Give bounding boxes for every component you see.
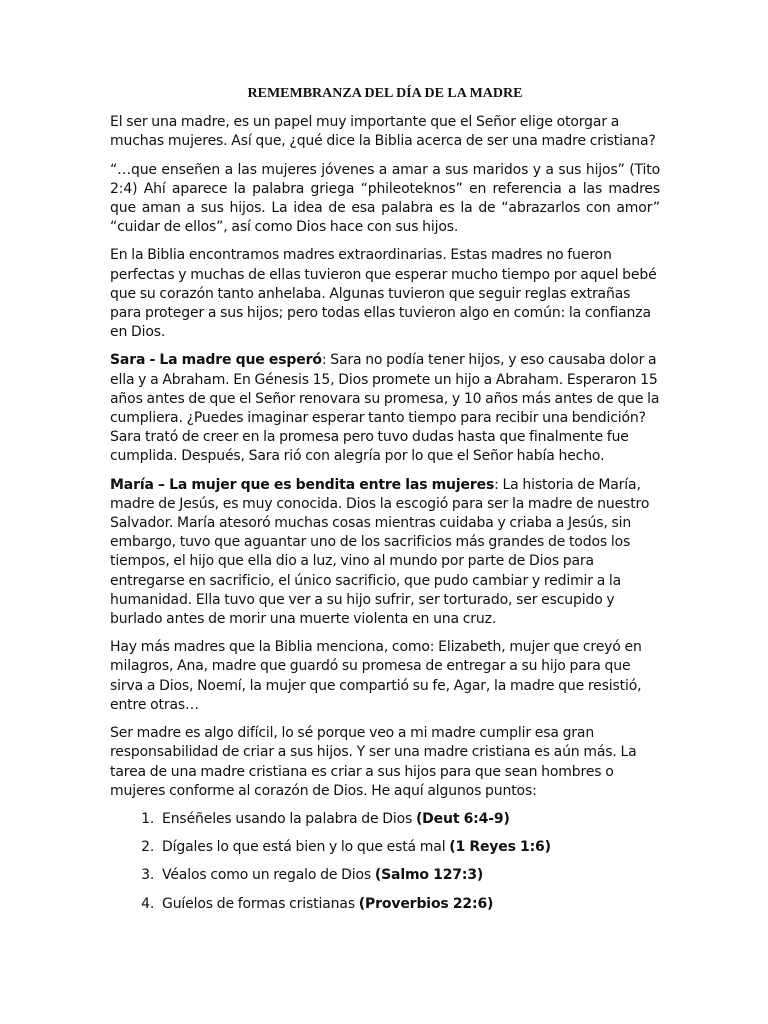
quote-paragraph: “…que enseñen a las mujeres jóvenes a amar a sus maridos y a sus hijos” (Tito 2:4) Ahí aparece la palabra griega “phileoteknos” en referencia a las madres que aman a sus hijos. La idea de esa palabra es la de “abrazarlos con amor” “cuidar de ellos”, así como Dios hace con sus hijos. (110, 161, 660, 236)
document-page (110, 84, 660, 923)
sara-paragraph (110, 351, 660, 466)
list-item (158, 838, 660, 857)
point-text: Dígales lo que está bien y lo que está mal (162, 839, 450, 856)
maria-heading: María – La mujer que es bendita entre las mujeres (110, 476, 495, 493)
bible-reference: (1 Reyes 1:6) (449, 839, 551, 856)
document-title: REMEMBRANZA DEL DÍA DE LA MADRE (247, 86, 523, 101)
points-list (110, 810, 660, 914)
point-text: Guíelos de formas cristianas (162, 895, 359, 912)
maria-paragraph (110, 476, 660, 630)
bible-reference: (Proverbios 22:6) (358, 895, 494, 912)
maria-text: : La historia de María, madre de Jesús, es muy conocida. Dios la escogió para ser la madre de nuestro Salvador. María atesoró muchas cosas mientras cuidaba y criaba a Jesús, sin embargo, tuvo que aguantar uno de los sacrificios más grandes de todos los tiempos, el hijo que ella dio a luz, vino al mundo por parte de Dios para entregarse en sacrificio, el único sacrificio, que pudo cambiar y redimir a la humanidad. Ella tuvo que ver a su hijo sufrir, ser torturado, ser escupido y burlado antes de morir una muerte violenta en una cruz. (110, 476, 650, 628)
list-item (158, 866, 660, 885)
being-mother-paragraph: Ser madre es algo difícil, lo sé porque veo a mi madre cumplir esa gran responsabilidad de criar a sus hijos. Y ser una madre cristiana es aún más. La tarea de una madre cristiana es criar a sus hijos para que sean hombres o mujeres conforme al corazón de Dios. He aquí algunos puntos: (110, 725, 637, 799)
intro-paragraph: El ser una madre, es un papel muy importante que el Señor elige otorgar a muchas mujeres. Así que, ¿qué dice la Biblia acerca de ser una madre cristiana? (110, 114, 656, 150)
mothers-paragraph: En la Biblia encontramos madres extraordinarias. Estas madres no fueron perfectas y muchas de ellas tuvieron que esperar mucho tiempo por aquel bebé que su corazón tanto anhelaba. Algunas tuvieron que seguir reglas extrañas para proteger a sus hijos; pero todas ellas tuvieron algo en común: la confianza en Dios. (110, 247, 657, 341)
point-text: Enséñeles usando la palabra de Dios (162, 810, 416, 827)
bible-reference: (Salmo 127:3) (374, 867, 484, 884)
more-mothers-paragraph: Hay más madres que la Biblia menciona, como: Elizabeth, mujer que creyó en milagros, Ana, madre que guardó su promesa de entregar a su hijo para que sirva a Dios, Noemí, la mujer que compartió su fe, Agar, la madre que resistió, entre otras… (110, 639, 642, 713)
list-item (158, 895, 660, 914)
sara-text: : Sara no podía tener hijos, y eso causaba dolor a ella y a Abraham. En Génesis 15, Dios promete un hijo a Abraham. Esperaron 15 años antes de que el Señor renovara su promesa, y 10 años más antes de que la cumpliera. ¿Puedes imaginar esperar tanto tiempo para recibir una bendición? Sara trató de creer en la promesa pero tuvo dudas hasta que finalmente fue cumplida. Después, Sara rió con alegría por lo que el Señor había hecho. (110, 352, 660, 465)
point-text: Véalos como un regalo de Dios (162, 867, 375, 884)
bible-reference: (Deut 6:4-9) (415, 810, 510, 827)
list-item (158, 810, 660, 829)
sara-heading: Sara - La madre que esperó (110, 352, 322, 369)
